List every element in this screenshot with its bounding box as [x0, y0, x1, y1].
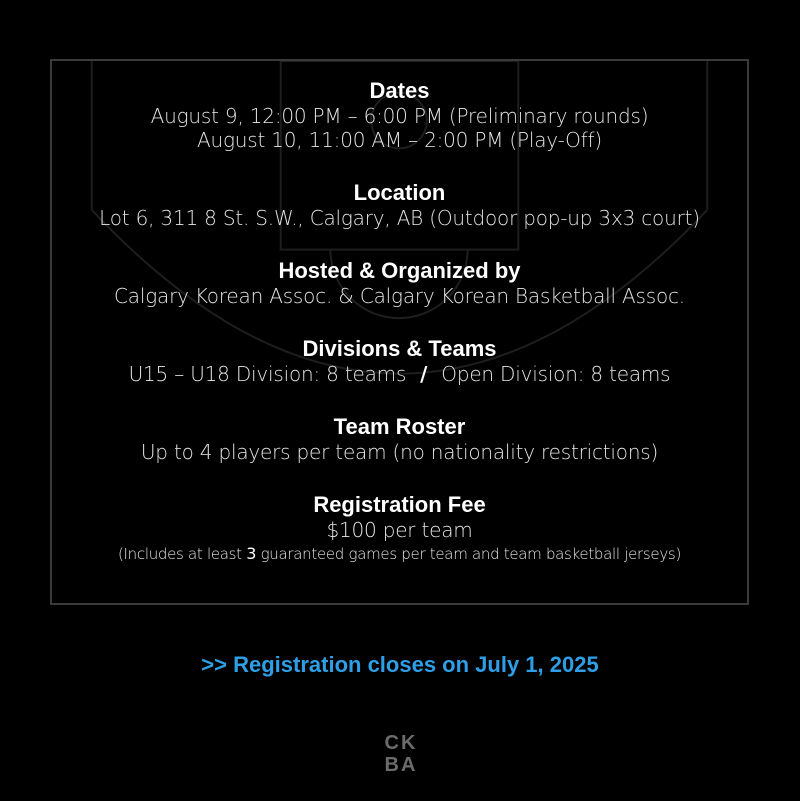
logo-bottom: BA — [384, 754, 418, 776]
divisions-heading: Divisions & Teams — [302, 336, 497, 361]
location-line: Lot 6, 311 8 St. S.W., Calgary, AB (Outdoor pop-up 3x3 court) — [99, 206, 700, 230]
division-u15-u18: U15 – U18 Division: 8 teams — [128, 362, 407, 386]
division-open: Open Division: 8 teams — [441, 362, 671, 386]
fee-note-suffix: guaranteed games per team and team basketball jerseys) — [260, 545, 681, 563]
fee-section — [50, 464, 749, 564]
event-info — [50, 59, 749, 564]
roster-heading: Team Roster — [333, 414, 466, 439]
hosted-section — [50, 230, 749, 308]
roster-section — [50, 386, 749, 464]
dates-heading: Dates — [369, 78, 430, 103]
fee-line: $100 per team — [326, 518, 473, 542]
roster-line: Up to 4 players per team (no nationality restrictions) — [140, 440, 659, 464]
registration-deadline: >> Registration closes on July 1, 2025 — [201, 652, 599, 677]
fee-note-prefix: (Includes at least — [118, 545, 242, 563]
hosted-heading: Hosted & Organized by — [278, 258, 521, 283]
dates-line-2: August 10, 11:00 AM – 2:00 PM (Play-Off) — [197, 128, 602, 152]
division-separator: / — [420, 362, 428, 386]
logo-top: CK — [384, 732, 418, 754]
fee-note — [50, 544, 749, 564]
location-section — [50, 152, 749, 230]
fee-heading: Registration Fee — [313, 492, 486, 517]
divisions-section — [50, 308, 749, 386]
divisions-line — [50, 362, 749, 386]
dates-section — [50, 59, 749, 152]
location-heading: Location — [353, 180, 446, 205]
hosted-line: Calgary Korean Assoc. & Calgary Korean Basketball Assoc. — [114, 284, 685, 308]
dates-line-1: August 9, 12:00 PM – 6:00 PM (Preliminary rounds) — [150, 104, 649, 128]
ckba-logo — [373, 732, 429, 780]
fee-note-number: 3 — [246, 544, 257, 563]
